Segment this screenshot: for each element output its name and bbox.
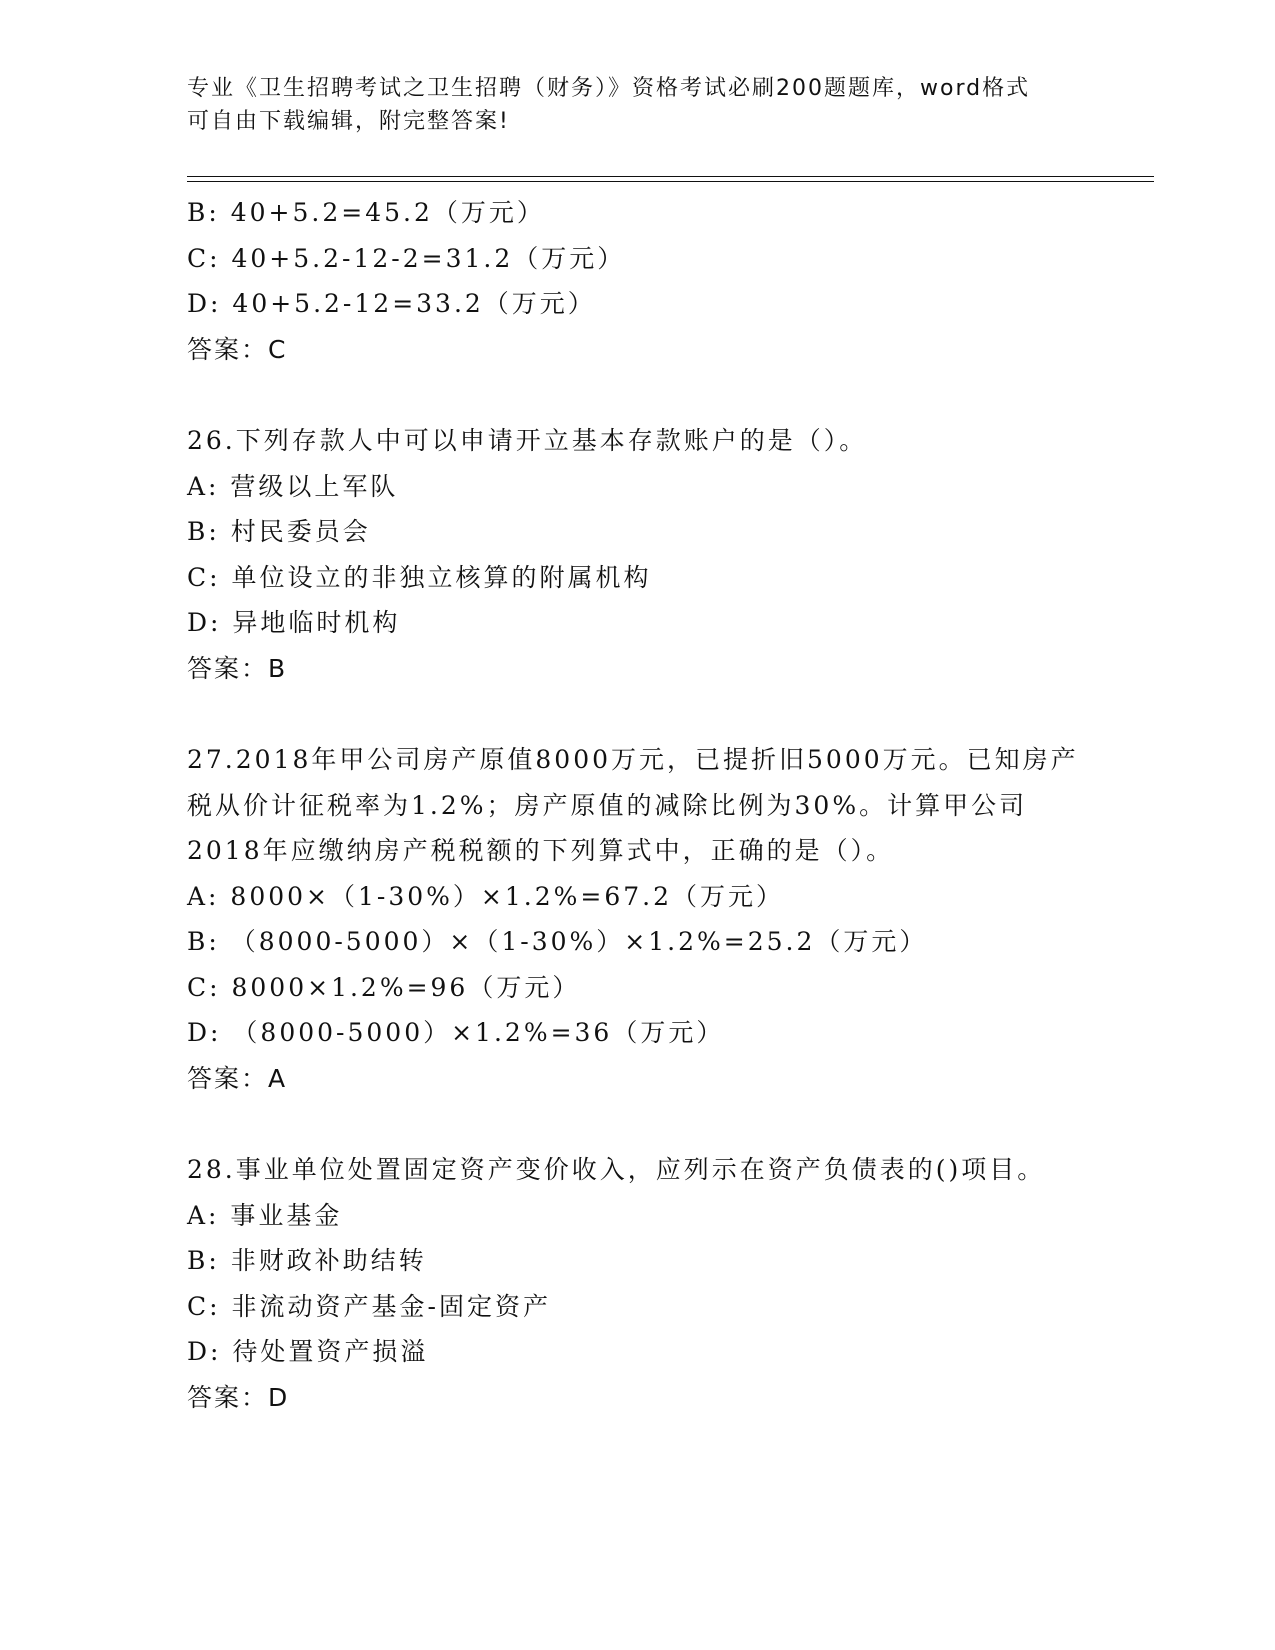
option-b: B: （8000-5000）×（1-30%）×1.2%=25.2（万元） xyxy=(187,927,928,956)
option-d: D: 40+5.2-12=33.2（万元） xyxy=(187,289,596,318)
option-a: A: 营级以上军队 xyxy=(187,471,399,501)
option-b: B: 村民委员会 xyxy=(187,517,371,546)
question-text: 26.下列存款人中可以申请开立基本存款账户的是（）。 xyxy=(187,426,868,455)
option-a: A: 事业基金 xyxy=(187,1200,343,1230)
document-header xyxy=(187,72,1087,138)
option-d: D: （8000-5000）×1.2%=36（万元） xyxy=(187,1018,725,1047)
option-d: D: 异地临时机构 xyxy=(187,608,401,637)
option-c: C: 非流动资产基金-固定资产 xyxy=(187,1291,551,1321)
option-b: B: 非财政补助结转 xyxy=(187,1246,427,1275)
question-text-line-2: 税从价计征税率为1.2%；房产原值的减除比例为30%。计算甲公司 xyxy=(187,790,1028,820)
option-c: C: 8000×1.2%=96（万元） xyxy=(187,972,581,1002)
header-line-2: 可自由下载编辑，附完整答案! xyxy=(187,109,510,134)
question-text: 28.事业单位处置固定资产变价收入，应列示在资产负债表的()项目。 xyxy=(187,1155,1046,1184)
answer-26: 答案：B xyxy=(187,653,288,683)
answer-28: 答案：D xyxy=(187,1382,290,1412)
option-c: C: 单位设立的非独立核算的附属机构 xyxy=(187,562,652,592)
question-28 xyxy=(187,1147,1147,1420)
option-b: B: 40+5.2=45.2（万元） xyxy=(187,198,545,227)
question-text-line-1: 27.2018年甲公司房产原值8000万元，已提折旧5000万元。已知房产 xyxy=(187,745,1079,774)
question-list xyxy=(187,190,1147,1420)
answer-27: 答案：A xyxy=(187,1063,288,1093)
header-rule-top xyxy=(187,176,1154,177)
question-26 xyxy=(187,418,1147,691)
header-rule-bottom xyxy=(187,181,1154,182)
question-27 xyxy=(187,737,1147,1101)
question-text-line-3: 2018年应缴纳房产税税额的下列算式中，正确的是（）。 xyxy=(187,836,895,865)
option-d: D: 待处置资产损溢 xyxy=(187,1337,429,1366)
header-line-1: 专业《卫生招聘考试之卫生招聘（财务）》资格考试必刷200题题库，word格式 xyxy=(187,76,1031,101)
answer-25: 答案：C xyxy=(187,334,288,364)
option-c: C: 40+5.2-12-2=31.2（万元） xyxy=(187,243,626,273)
question-25-continued xyxy=(187,190,1147,372)
option-a: A: 8000×（1-30%）×1.2%=67.2（万元） xyxy=(187,881,784,911)
